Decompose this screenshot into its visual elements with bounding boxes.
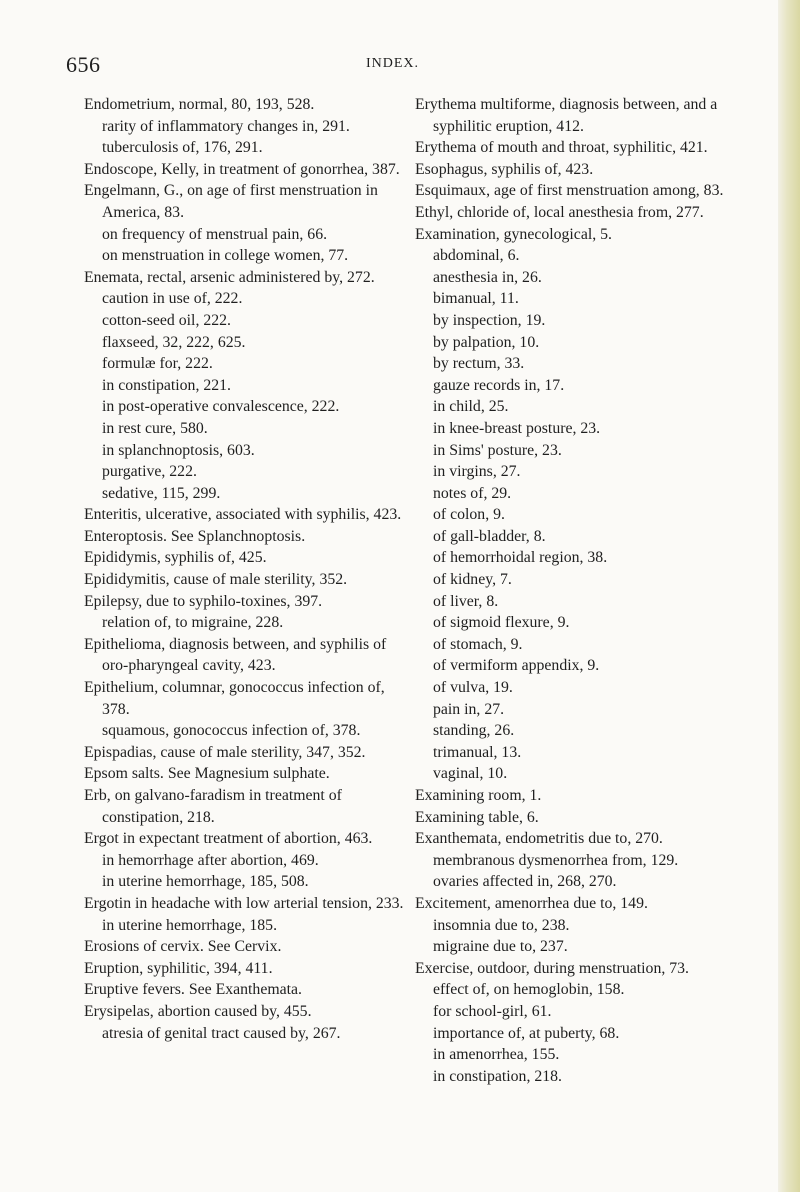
- index-entry: Erysipelas, abortion caused by, 455.: [84, 1002, 312, 1020]
- index-entry: Erosions of cervix. See Cervix.: [84, 938, 282, 956]
- index-subentry: importance of, at puberty, 68.: [433, 1024, 620, 1042]
- index-subentry: in knee-breast posture, 23.: [433, 419, 601, 437]
- page-number: 656: [66, 52, 101, 77]
- running-head: INDEX.: [366, 56, 420, 71]
- index-entry: Exanthemata, endometritis due to, 270.: [415, 830, 663, 848]
- index-entry: Ergotin in headache with low arterial tension, 233.: [84, 894, 404, 912]
- index-subentry: of kidney, 7.: [433, 571, 512, 589]
- index-subentry: notes of, 29.: [433, 484, 512, 502]
- index-subentry: of vulva, 19.: [433, 679, 513, 697]
- index-subentry: standing, 26.: [433, 722, 515, 740]
- index-entry: Erythema multiforme, diagnosis between, and a syphilitic eruption, 412.: [415, 96, 718, 135]
- index-subentry: on frequency of menstrual pain, 66.: [102, 225, 328, 243]
- index-subentry: insomnia due to, 238.: [433, 916, 570, 934]
- index-subentry: in virgins, 27.: [433, 463, 521, 481]
- index-subentry: of sigmoid flexure, 9.: [433, 614, 570, 632]
- index-subentry: in child, 25.: [433, 398, 509, 416]
- index-subentry: migraine due to, 237.: [433, 938, 568, 956]
- index-entry: Engelmann, G., on age of first menstruation in America, 83.: [84, 182, 378, 221]
- index-entry: Enemata, rectal, arsenic administered by, 272.: [84, 268, 375, 286]
- index-entry: Esophagus, syphilis of, 423.: [415, 160, 594, 178]
- index-subentry: tuberculosis of, 176, 291.: [102, 139, 263, 157]
- index-subentry: trimanual, 13.: [433, 743, 522, 761]
- index-entry: Examination, gynecological, 5.: [415, 225, 612, 243]
- index-entry: Examining room, 1.: [415, 787, 542, 804]
- index-column-right: [415, 94, 755, 1087]
- index-entry: Esquimaux, age of first menstruation among, 83.: [415, 182, 724, 200]
- index-subentry: in post-operative convalescence, 222.: [102, 398, 340, 416]
- index-subentry: abdominal, 6.: [433, 247, 520, 265]
- index-entry: Eruption, syphilitic, 394, 411.: [84, 959, 273, 977]
- index-subentry: in uterine hemorrhage, 185.: [102, 916, 278, 934]
- index-subentry: cotton-seed oil, 222.: [102, 311, 231, 329]
- index-subentry: by inspection, 19.: [433, 311, 546, 329]
- index-subentry: flaxseed, 32, 222, 625.: [102, 333, 246, 351]
- index-subentry: anesthesia in, 26.: [433, 268, 542, 286]
- index-subentry: in constipation, 218.: [433, 1067, 562, 1085]
- index-subentry: by rectum, 33.: [433, 355, 525, 373]
- index-subentry: of gall-bladder, 8.: [433, 527, 546, 545]
- index-entry: Epispadias, cause of male sterility, 347, 352.: [84, 743, 366, 761]
- index-subentry: effect of, on hemoglobin, 158.: [433, 981, 625, 999]
- index-subentry: of colon, 9.: [433, 506, 505, 524]
- index-subentry: caution in use of, 222.: [102, 290, 243, 308]
- index-entry: Epididymis, syphilis of, 425.: [84, 549, 267, 567]
- index-entry: Excitement, amenorrhea due to, 149.: [415, 894, 648, 912]
- index-entry: Enteroptosis. See Splanchnoptosis.: [84, 527, 306, 545]
- index-subentry: squamous, gonococcus infection of, 378.: [102, 722, 361, 740]
- index-subentry: in constipation, 221.: [102, 376, 231, 394]
- index-entry: Exercise, outdoor, during menstruation, 73.: [415, 959, 690, 977]
- index-subentry: sedative, 115, 299.: [102, 484, 221, 502]
- index-entry: Epsom salts. See Magnesium sulphate.: [84, 765, 330, 783]
- index-subentry: formulæ for, 222.: [102, 355, 213, 373]
- index-entry: Ethyl, chloride of, local anesthesia from, 277.: [415, 203, 704, 221]
- index-subentry: rarity of inflammatory changes in, 291.: [102, 117, 350, 135]
- index-subentry: in hemorrhage after abortion, 469.: [102, 851, 319, 869]
- index-subentry: in rest cure, 580.: [102, 419, 208, 437]
- index-entry: Endoscope, Kelly, in treatment of gonorrhea, 387.: [84, 160, 400, 178]
- index-entry: Erythema of mouth and throat, syphilitic, 421.: [415, 139, 708, 157]
- index-entry: Endometrium, normal, 80, 193, 528.: [84, 96, 315, 113]
- index-subentry: bimanual, 11.: [433, 290, 519, 308]
- index-entry: Examining table, 6.: [415, 808, 539, 826]
- index-subentry: vaginal, 10.: [433, 765, 508, 783]
- index-subentry: membranous dysmenorrhea from, 129.: [433, 851, 679, 869]
- index-entry: Eruptive fevers. See Exanthemata.: [84, 981, 302, 999]
- index-entry: Erb, on galvano-faradism in treatment of constipation, 218.: [84, 787, 342, 826]
- index-subentry: in amenorrhea, 155.: [433, 1046, 560, 1064]
- index-column-left: [84, 94, 404, 1044]
- index-subentry: ovaries affected in, 268, 270.: [433, 873, 617, 891]
- index-subentry: by palpation, 10.: [433, 333, 540, 351]
- index-entry: Epithelium, columnar, gonococcus infection of, 378.: [84, 679, 385, 718]
- page-edge-shading: [778, 0, 800, 1192]
- index-subentry: purgative, 222.: [102, 463, 197, 481]
- index-subentry: pain in, 27.: [433, 700, 505, 718]
- index-subentry: of liver, 8.: [433, 592, 499, 610]
- index-entry: Epididymitis, cause of male sterility, 352.: [84, 571, 348, 589]
- index-entry: Epithelioma, diagnosis between, and syphilis of oro-pharyngeal cavity, 423.: [84, 635, 387, 675]
- index-entry: Epilepsy, due to syphilo-toxines, 397.: [84, 592, 323, 610]
- page-header: [66, 52, 766, 82]
- index-subentry: of hemorrhoidal region, 38.: [433, 549, 608, 567]
- index-subentry: in splanchnoptosis, 603.: [102, 441, 255, 459]
- index-subentry: gauze records in, 17.: [433, 376, 565, 394]
- index-entry: Ergot in expectant treatment of abortion, 463.: [84, 830, 373, 848]
- index-subentry: on menstruation in college women, 77.: [102, 247, 349, 265]
- index-subentry: of stomach, 9.: [433, 635, 523, 653]
- index-subentry: in uterine hemorrhage, 185, 508.: [102, 873, 309, 891]
- index-subentry: atresia of genital tract caused by, 267.: [102, 1024, 341, 1042]
- index-subentry: of vermiform appendix, 9.: [433, 657, 600, 675]
- index-entry: Enteritis, ulcerative, associated with syphilis, 423.: [84, 506, 402, 524]
- index-subentry: for school-girl, 61.: [433, 1002, 552, 1020]
- index-subentry: in Sims' posture, 23.: [433, 441, 562, 459]
- index-subentry: relation of, to migraine, 228.: [102, 614, 284, 632]
